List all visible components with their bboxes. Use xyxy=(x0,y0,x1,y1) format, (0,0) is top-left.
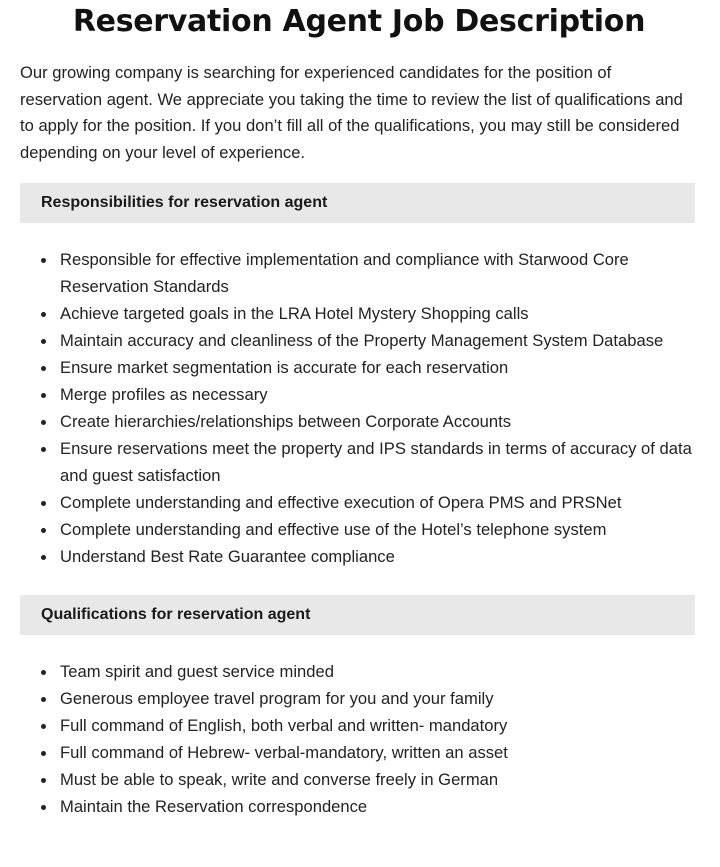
intro-paragraph: Our growing company is searching for experienced candidates for the position of reservation agent. We appreciate you taking the time to review the list of qualifications and to apply for the position. If you don’t fill all of the qualifications, you may still be considered depending on your level of experience. xyxy=(20,63,683,162)
list-item-text: Merge profiles as necessary xyxy=(60,385,268,404)
list-item xyxy=(41,327,696,354)
list-item-text: Complete understanding and effective execution of Opera PMS and PRSNet xyxy=(60,493,622,512)
bullet-icon xyxy=(41,724,46,729)
list-item xyxy=(41,354,696,381)
bullet-icon xyxy=(41,670,46,675)
list-item xyxy=(41,489,696,516)
list-item xyxy=(41,739,696,766)
list-item xyxy=(41,408,696,435)
page-title: Reservation Agent Job Description xyxy=(72,4,646,39)
list-item-text: Full command of Hebrew- verbal-mandatory, written an asset xyxy=(60,743,508,762)
list-item xyxy=(41,766,696,793)
list-item-text: Full command of English, both verbal and written- mandatory xyxy=(60,716,508,735)
list-item xyxy=(41,793,696,820)
list-item-text: Ensure reservations meet the property and IPS standards in terms of accuracy of data and guest satisfaction xyxy=(60,439,692,485)
list-item-text: Create hierarchies/relationships between Corporate Accounts xyxy=(60,412,512,431)
bullet-icon xyxy=(41,751,46,756)
list-item xyxy=(41,658,696,685)
list-item-text: Ensure market segmentation is accurate for each reservation xyxy=(60,358,509,377)
list-item xyxy=(41,543,696,570)
responsibilities-list xyxy=(20,246,696,570)
bullet-icon xyxy=(41,312,46,317)
list-item-text: Team spirit and guest service minded xyxy=(60,662,334,681)
bullet-icon xyxy=(41,501,46,506)
qualifications-list xyxy=(20,658,696,820)
list-item-text: Complete understanding and effective use of the Hotel’s telephone system xyxy=(60,520,607,539)
bullet-icon xyxy=(41,555,46,560)
list-item-text: Understand Best Rate Guarantee compliance xyxy=(60,547,395,566)
list-item xyxy=(41,685,696,712)
bullet-icon xyxy=(41,258,46,263)
list-item xyxy=(41,435,696,489)
list-item xyxy=(41,712,696,739)
list-item-text: Maintain the Reservation correspondence xyxy=(60,797,368,816)
bullet-icon xyxy=(41,697,46,702)
bullet-icon xyxy=(41,393,46,398)
bullet-icon xyxy=(41,420,46,425)
list-item xyxy=(41,246,696,300)
list-item-text: Achieve targeted goals in the LRA Hotel Mystery Shopping calls xyxy=(60,304,529,323)
bullet-icon xyxy=(41,366,46,371)
list-item-text: Generous employee travel program for you and your family xyxy=(60,689,494,708)
responsibilities-heading: Responsibilities for reservation agent xyxy=(20,183,695,223)
list-item-text: Maintain accuracy and cleanliness of the Property Management System Database xyxy=(60,331,664,350)
qualifications-heading: Qualifications for reservation agent xyxy=(20,595,695,635)
list-item xyxy=(41,300,696,327)
list-item xyxy=(41,381,696,408)
list-item-text: Must be able to speak, write and converse freely in German xyxy=(60,770,499,789)
list-item-text: Responsible for effective implementation and compliance with Starwood Core Reservation Standards xyxy=(60,250,629,296)
bullet-icon xyxy=(41,447,46,452)
bullet-icon xyxy=(41,528,46,533)
bullet-icon xyxy=(41,805,46,810)
list-item xyxy=(41,516,696,543)
bullet-icon xyxy=(41,778,46,783)
bullet-icon xyxy=(41,339,46,344)
